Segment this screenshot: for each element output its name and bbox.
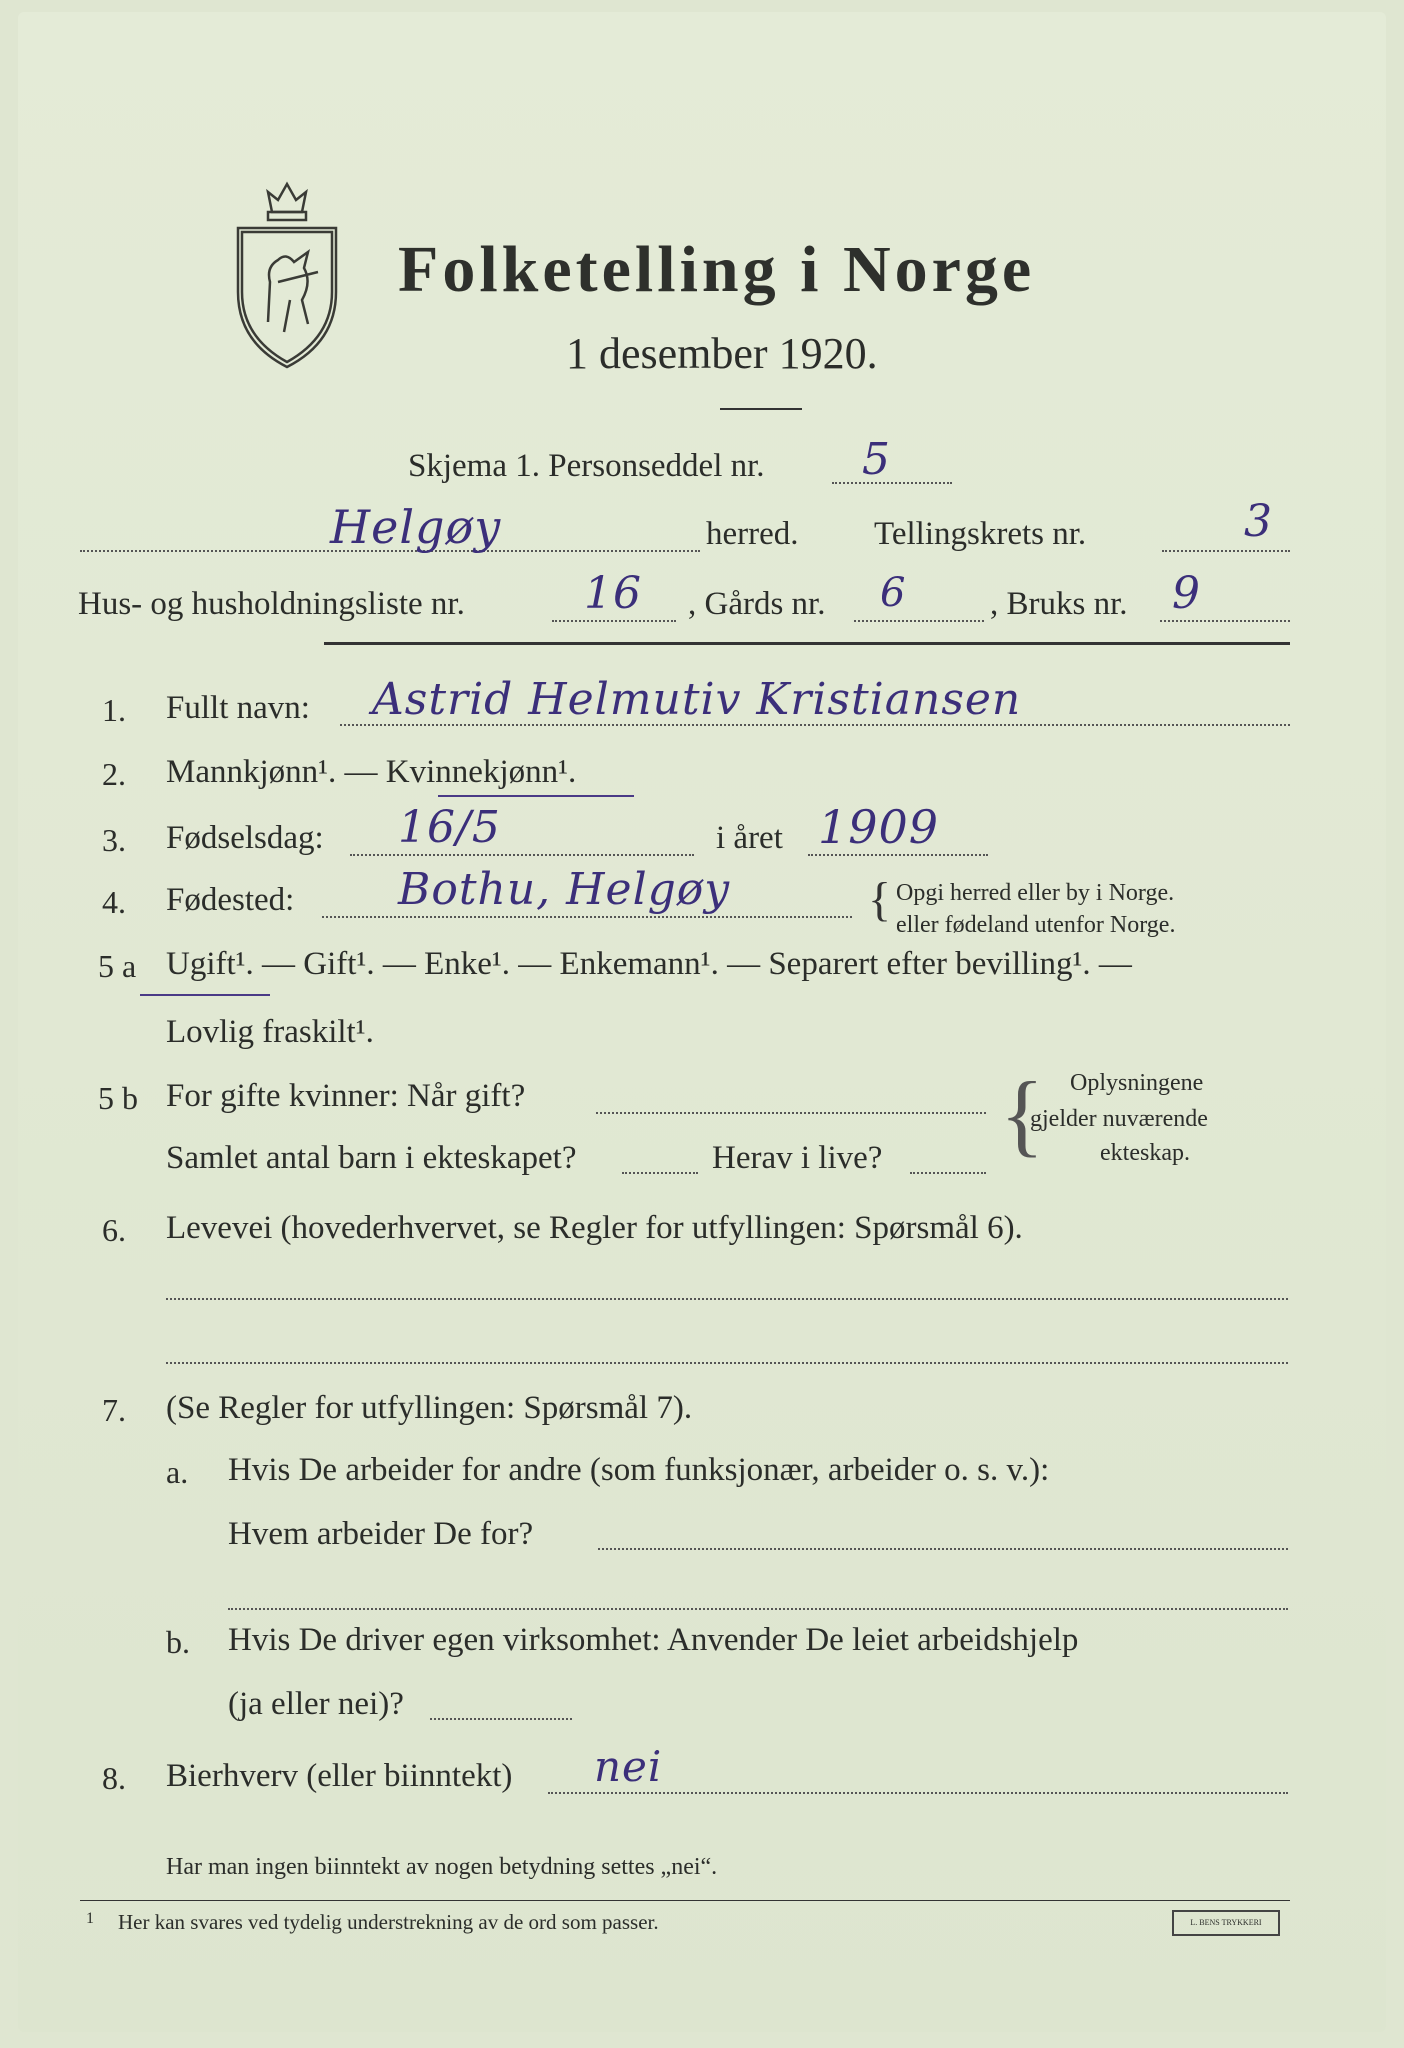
marital-status-options-2[interactable]: Lovlig fraskilt¹.	[166, 1014, 374, 1050]
full-name-value[interactable]: Astrid Helmutiv Kristiansen	[372, 674, 1022, 725]
q4-dots	[322, 916, 852, 918]
gards-value[interactable]: 6	[880, 570, 907, 616]
q3-label: Fødselsdag:	[166, 820, 324, 856]
hired-help-dots[interactable]	[430, 1718, 572, 1720]
bruks-dots	[1160, 620, 1290, 622]
census-date: 1 desember 1920.	[566, 329, 878, 378]
q8-number: 8.	[102, 1760, 126, 1796]
occupation-line-2[interactable]	[166, 1362, 1288, 1364]
birth-year-dots	[808, 854, 988, 856]
q5b-note-1: Oplysningene	[1070, 1070, 1204, 1096]
q1-label: Fullt navn:	[166, 690, 310, 726]
q6-label: Levevei (hovederhvervet, se Regler for utfyllingen: Spørsmål 6).	[166, 1210, 1023, 1246]
herred-value[interactable]: Helgøy	[330, 500, 502, 554]
q4-bracket: {	[868, 873, 892, 926]
footnote-text: Her kan svares ved tydelig understrekning av de ord som passer.	[118, 1910, 659, 1934]
q4-number: 4.	[102, 884, 126, 920]
footer-rule	[80, 1900, 1290, 1901]
q7-label: (Se Regler for utfyllingen: Spørsmål 7).	[166, 1390, 693, 1426]
q7a-label: Hvis De arbeider for andre (som funksjonær, arbeider o. s. v.):	[228, 1452, 1050, 1488]
q5b-number: 5 b	[98, 1080, 138, 1116]
q5b-note-3: ekteskap.	[1100, 1140, 1190, 1166]
gender-options[interactable]: Mannkjønn¹. — Kvinnekjønn¹.	[166, 754, 577, 790]
birthdate-value[interactable]: 16/5	[398, 802, 501, 853]
herred-label: herred.	[706, 516, 799, 552]
q4-note-2: eller fødeland utenfor Norge.	[896, 912, 1176, 938]
hus-value[interactable]: 16	[584, 568, 642, 619]
employer-line-2[interactable]	[228, 1608, 1288, 1610]
gards-dots	[854, 620, 984, 622]
q8-label: Bierhverv (eller biinntekt)	[166, 1758, 513, 1794]
birthplace-value[interactable]: Bothu, Helgøy	[398, 864, 731, 915]
hus-label: Hus- og husholdningsliste nr.	[78, 586, 465, 622]
q7b-label-2: (ja eller nei)?	[228, 1686, 404, 1722]
q6-number: 6.	[102, 1212, 126, 1248]
q5b-alive-label: Herav i live?	[712, 1140, 883, 1176]
schema-dots	[832, 482, 952, 484]
q5a-number: 5 a	[98, 948, 137, 984]
q7a-letter: a.	[166, 1454, 189, 1490]
gards-label: , Gårds nr.	[688, 586, 826, 622]
q7-number: 7.	[102, 1392, 126, 1428]
q3-number: 3.	[102, 822, 126, 858]
schema-value[interactable]: 5	[862, 434, 891, 485]
q5b-bracket: {	[1000, 1063, 1045, 1165]
q2-number: 2.	[102, 756, 126, 792]
printer-stamp: L. BENS TRYKKERI	[1172, 1910, 1280, 1936]
schema-label: Skjema 1. Personseddel nr.	[408, 448, 765, 484]
q5b-note-2: gjelder nuværende	[1030, 1106, 1208, 1132]
q5b-label: For gifte kvinner: Når gift?	[166, 1078, 526, 1114]
employer-dots[interactable]	[598, 1548, 1288, 1550]
bruks-value[interactable]: 9	[1172, 568, 1201, 619]
coat-of-arms-icon	[228, 172, 346, 372]
q8-dots	[548, 1792, 1288, 1794]
q7b-letter: b.	[166, 1624, 190, 1660]
q4-note-1: Opgi herred eller by i Norge.	[896, 880, 1175, 906]
children-alive-dots[interactable]	[910, 1172, 986, 1174]
birth-year-label: i året	[716, 820, 783, 856]
q1-number: 1.	[102, 692, 126, 728]
birth-year-value[interactable]: 1909	[818, 800, 940, 854]
title-divider	[720, 408, 802, 410]
occupation-line-1[interactable]	[166, 1298, 1288, 1300]
q3-dots	[350, 854, 694, 856]
children-count-dots[interactable]	[622, 1172, 698, 1174]
marital-status-options[interactable]: Ugift¹. — Gift¹. — Enke¹. — Enkemann¹. — Separert efter bevilling¹. —	[166, 946, 1132, 982]
tellingskrets-value[interactable]: 3	[1244, 496, 1273, 547]
side-income-value[interactable]: nei	[594, 1742, 663, 1791]
married-when-dots[interactable]	[596, 1112, 986, 1114]
gender-selection-underline	[438, 795, 634, 797]
q4-label: Fødested:	[166, 882, 295, 918]
bruks-label: , Bruks nr.	[990, 586, 1128, 622]
q7a-employer-label: Hvem arbeider De for?	[228, 1516, 534, 1552]
footer-note: Har man ingen biinntekt av nogen betydning settes „nei“.	[166, 1854, 718, 1880]
q5b-children-label: Samlet antal barn i ekteskapet?	[166, 1140, 577, 1176]
q7b-label: Hvis De driver egen virksomhet: Anvender De leiet arbeidshjelp	[228, 1622, 1079, 1658]
hus-dots	[552, 620, 676, 622]
header-rule	[324, 642, 1290, 645]
form-title: Folketelling i Norge	[398, 233, 1036, 306]
tellingskrets-label: Tellingskrets nr.	[874, 516, 1087, 552]
footnote-number: 1	[86, 1910, 94, 1927]
tellingskrets-dots	[1162, 550, 1290, 552]
marital-selection-underline	[140, 994, 270, 996]
